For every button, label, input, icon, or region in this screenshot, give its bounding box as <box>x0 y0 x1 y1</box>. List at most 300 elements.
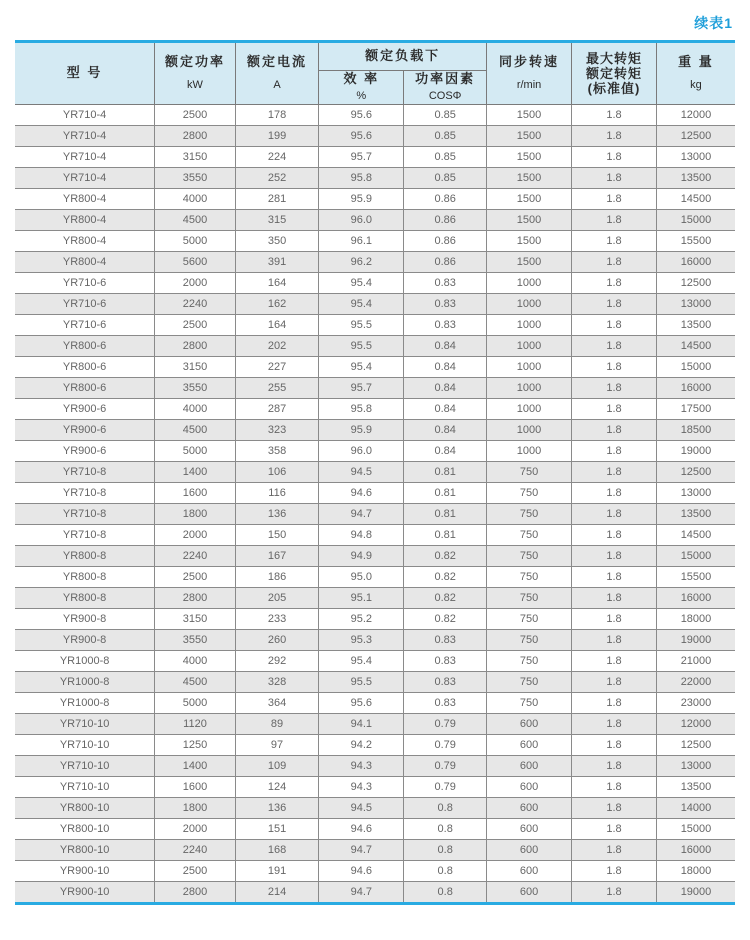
table-cell: 0.79 <box>404 776 487 797</box>
table-cell: YR900-10 <box>15 881 155 902</box>
table-cell: 12500 <box>656 734 735 755</box>
table-cell: 94.2 <box>319 734 404 755</box>
table-cell: 94.7 <box>319 503 404 524</box>
spec-table-frame <box>15 40 735 905</box>
table-cell: 14500 <box>656 188 735 209</box>
table-cell: 224 <box>235 146 319 167</box>
table-cell: 13500 <box>656 503 735 524</box>
table-cell: 3550 <box>155 377 236 398</box>
table-cell: 1500 <box>487 251 572 272</box>
table-cell: 1.8 <box>572 230 657 251</box>
table-cell: 178 <box>235 104 319 125</box>
table-cell: 15000 <box>656 356 735 377</box>
table-cell: 95.5 <box>319 314 404 335</box>
table-cell: 323 <box>235 419 319 440</box>
table-cell: 1.8 <box>572 293 657 314</box>
table-cell: 600 <box>487 755 572 776</box>
table-cell: 95.7 <box>319 377 404 398</box>
table-cell: 186 <box>235 566 319 587</box>
table-cell: 1800 <box>155 797 236 818</box>
table-cell: 364 <box>235 692 319 713</box>
header-rated-power <box>155 43 236 104</box>
table-cell: 13000 <box>656 755 735 776</box>
table-cell: 95.5 <box>319 671 404 692</box>
table-cell: 19000 <box>656 629 735 650</box>
table-cell: 252 <box>235 167 319 188</box>
table-cell: 1.8 <box>572 734 657 755</box>
header-model-label: 型 号 <box>66 65 103 81</box>
table-cell: 1.8 <box>572 335 657 356</box>
table-cell: 14500 <box>656 335 735 356</box>
table-cell: 0.86 <box>404 209 487 230</box>
table-cell: 2000 <box>155 818 236 839</box>
table-cell: YR800-8 <box>15 587 155 608</box>
table-cell: 16000 <box>656 377 735 398</box>
table-cell: 5600 <box>155 251 236 272</box>
table-cell: 1.8 <box>572 671 657 692</box>
table-cell: YR800-4 <box>15 209 155 230</box>
table-cell: 0.85 <box>404 146 487 167</box>
table-row <box>15 608 735 629</box>
table-cell: 12000 <box>656 713 735 734</box>
table-cell: 1600 <box>155 482 236 503</box>
table-cell: 1000 <box>487 356 572 377</box>
table-row <box>15 650 735 671</box>
table-cell: 1500 <box>487 146 572 167</box>
table-row <box>15 419 735 440</box>
header-torque-ratio-line1: 最大转矩 <box>585 50 642 66</box>
table-cell: 315 <box>235 209 319 230</box>
table-cell: 18500 <box>656 419 735 440</box>
table-cell: 391 <box>235 251 319 272</box>
table-cell: 0.79 <box>404 713 487 734</box>
table-cell: 0.86 <box>404 230 487 251</box>
table-cell: 95.2 <box>319 608 404 629</box>
table-cell: 162 <box>235 293 319 314</box>
table-cell: 0.81 <box>404 482 487 503</box>
table-cell: 94.7 <box>319 881 404 902</box>
table-cell: 1.8 <box>572 860 657 881</box>
table-cell: 1.8 <box>572 461 657 482</box>
table-cell: 4000 <box>155 650 236 671</box>
header-efficiency <box>319 70 404 104</box>
table-cell: 0.79 <box>404 734 487 755</box>
table-cell: 3150 <box>155 356 236 377</box>
table-cell: 2800 <box>155 335 236 356</box>
table-cell: 95.1 <box>319 587 404 608</box>
table-cell: 1.8 <box>572 251 657 272</box>
header-rated-current-label: 额定电流 <box>247 54 308 70</box>
table-cell: 600 <box>487 881 572 902</box>
table-cell: YR710-4 <box>15 125 155 146</box>
table-cell: 13000 <box>656 482 735 503</box>
table-cell: 4000 <box>155 398 236 419</box>
table-cell: 0.84 <box>404 377 487 398</box>
table-cell: 95.4 <box>319 356 404 377</box>
table-cell: 94.6 <box>319 860 404 881</box>
table-cell: 94.3 <box>319 755 404 776</box>
table-cell: 0.81 <box>404 524 487 545</box>
table-cell: 2500 <box>155 566 236 587</box>
table-cell: 19000 <box>656 440 735 461</box>
header-efficiency-unit: % <box>356 90 367 102</box>
header-power-factor <box>404 70 487 104</box>
table-cell: YR1000-8 <box>15 671 155 692</box>
table-cell: 17500 <box>656 398 735 419</box>
table-cell: 4000 <box>155 188 236 209</box>
table-cell: 124 <box>235 776 319 797</box>
table-row <box>15 209 735 230</box>
table-cell: 2000 <box>155 272 236 293</box>
table-cell: 1.8 <box>572 377 657 398</box>
table-cell: 164 <box>235 272 319 293</box>
table-cell: 287 <box>235 398 319 419</box>
table-cell: YR710-6 <box>15 314 155 335</box>
table-row <box>15 293 735 314</box>
table-cell: 2240 <box>155 545 236 566</box>
table-row <box>15 881 735 902</box>
header-weight-label: 重 量 <box>678 54 714 70</box>
table-cell: 0.83 <box>404 650 487 671</box>
table-cell: 750 <box>487 524 572 545</box>
table-cell: 1000 <box>487 398 572 419</box>
table-cell: 600 <box>487 776 572 797</box>
table-cell: 15500 <box>656 566 735 587</box>
table-cell: 1.8 <box>572 713 657 734</box>
table-cell: YR800-4 <box>15 188 155 209</box>
table-cell: 292 <box>235 650 319 671</box>
table-cell: 0.85 <box>404 125 487 146</box>
table-cell: 0.82 <box>404 587 487 608</box>
table-cell: 1.8 <box>572 314 657 335</box>
table-row <box>15 734 735 755</box>
header-torque-ratio-line2: 额定转矩 <box>585 65 642 81</box>
table-cell: 2800 <box>155 881 236 902</box>
table-cell: 0.8 <box>404 797 487 818</box>
table-header <box>15 43 735 104</box>
table-cell: 1500 <box>487 125 572 146</box>
table-cell: 18000 <box>656 860 735 881</box>
table-cell: 750 <box>487 545 572 566</box>
table-cell: 1.8 <box>572 776 657 797</box>
table-cell: 1.8 <box>572 398 657 419</box>
table-cell: 15500 <box>656 230 735 251</box>
table-cell: 94.5 <box>319 461 404 482</box>
table-cell: 95.4 <box>319 650 404 671</box>
table-cell: 0.82 <box>404 545 487 566</box>
table-cell: 94.1 <box>319 713 404 734</box>
table-cell: 95.6 <box>319 692 404 713</box>
table-row <box>15 356 735 377</box>
table-cell: YR800-8 <box>15 566 155 587</box>
table-cell: YR800-6 <box>15 356 155 377</box>
table-row <box>15 461 735 482</box>
table-cell: 1.8 <box>572 755 657 776</box>
table-cell: 0.84 <box>404 398 487 419</box>
table-cell: 94.5 <box>319 797 404 818</box>
table-row <box>15 713 735 734</box>
table-cell: 95.6 <box>319 125 404 146</box>
table-cell: 1.8 <box>572 167 657 188</box>
table-cell: YR710-10 <box>15 713 155 734</box>
table-row <box>15 755 735 776</box>
table-cell: 600 <box>487 839 572 860</box>
table-cell: 2500 <box>155 314 236 335</box>
table-cell: 0.84 <box>404 419 487 440</box>
table-cell: 16000 <box>656 839 735 860</box>
table-cell: 2800 <box>155 125 236 146</box>
table-cell: 1.8 <box>572 566 657 587</box>
table-cell: 19000 <box>656 881 735 902</box>
table-cell: 94.3 <box>319 776 404 797</box>
table-cell: 1.8 <box>572 818 657 839</box>
table-cell: 0.86 <box>404 188 487 209</box>
table-cell: 5000 <box>155 692 236 713</box>
table-cell: 0.81 <box>404 503 487 524</box>
table-cell: 1.8 <box>572 797 657 818</box>
table-cell: 233 <box>235 608 319 629</box>
table-cell: 1.8 <box>572 881 657 902</box>
table-cell: 1.8 <box>572 839 657 860</box>
table-cell: 95.8 <box>319 398 404 419</box>
table-cell: 94.6 <box>319 818 404 839</box>
table-cell: 1500 <box>487 188 572 209</box>
table-cell: YR900-8 <box>15 608 155 629</box>
table-cell: 0.8 <box>404 818 487 839</box>
table-cell: 214 <box>235 881 319 902</box>
header-rated-load-group <box>319 43 487 70</box>
table-row <box>15 440 735 461</box>
header-torque-ratio-line3: (标准值) <box>587 80 641 96</box>
table-cell: 255 <box>235 377 319 398</box>
table-cell: 600 <box>487 860 572 881</box>
table-cell: 95.4 <box>319 272 404 293</box>
table-row <box>15 797 735 818</box>
table-cell: 1.8 <box>572 545 657 566</box>
table-cell: 1.8 <box>572 440 657 461</box>
table-cell: 1.8 <box>572 272 657 293</box>
table-cell: 15000 <box>656 545 735 566</box>
table-cell: 95.3 <box>319 629 404 650</box>
table-cell: 0.83 <box>404 692 487 713</box>
table-cell: 136 <box>235 503 319 524</box>
table-row <box>15 839 735 860</box>
table-cell: 0.83 <box>404 293 487 314</box>
header-weight-unit: kg <box>690 79 702 92</box>
table-row <box>15 398 735 419</box>
header-rated-load-group-label: 额定负载下 <box>365 48 441 64</box>
table-cell: 95.6 <box>319 104 404 125</box>
table-cell: 1.8 <box>572 104 657 125</box>
table-cell: 5000 <box>155 440 236 461</box>
table-cell: YR800-10 <box>15 839 155 860</box>
table-cell: 1000 <box>487 419 572 440</box>
table-cell: 109 <box>235 755 319 776</box>
table-cell: 22000 <box>656 671 735 692</box>
table-cell: YR710-6 <box>15 272 155 293</box>
table-cell: 1000 <box>487 377 572 398</box>
table-cell: 0.8 <box>404 860 487 881</box>
table-row <box>15 629 735 650</box>
table-cell: 13500 <box>656 167 735 188</box>
table-cell: YR900-10 <box>15 860 155 881</box>
table-cell: 95.5 <box>319 335 404 356</box>
table-cell: 0.83 <box>404 671 487 692</box>
table-cell: 1000 <box>487 314 572 335</box>
header-weight <box>656 43 735 104</box>
table-cell: 3550 <box>155 629 236 650</box>
table-row <box>15 503 735 524</box>
table-cell: 1120 <box>155 713 236 734</box>
table-cell: 2800 <box>155 587 236 608</box>
table-cell: 96.0 <box>319 440 404 461</box>
table-row <box>15 524 735 545</box>
table-cell: YR710-10 <box>15 776 155 797</box>
table-cell: YR710-8 <box>15 482 155 503</box>
table-cell: 136 <box>235 797 319 818</box>
continuation-label: 续表1 <box>694 15 733 31</box>
table-row <box>15 818 735 839</box>
motor-spec-table <box>15 43 735 902</box>
table-cell: 1000 <box>487 293 572 314</box>
table-cell: 750 <box>487 629 572 650</box>
table-cell: 0.85 <box>404 104 487 125</box>
table-row <box>15 566 735 587</box>
header-rated-power-label: 额定功率 <box>164 54 225 70</box>
table-cell: 14500 <box>656 524 735 545</box>
table-cell: 96.1 <box>319 230 404 251</box>
table-cell: 1.8 <box>572 209 657 230</box>
table-cell: YR900-6 <box>15 440 155 461</box>
table-cell: 168 <box>235 839 319 860</box>
table-cell: 1000 <box>487 440 572 461</box>
table-cell: 15000 <box>656 818 735 839</box>
table-cell: 600 <box>487 818 572 839</box>
table-cell: 1.8 <box>572 629 657 650</box>
table-cell: 95.7 <box>319 146 404 167</box>
table-row <box>15 272 735 293</box>
table-cell: 750 <box>487 461 572 482</box>
table-cell: 1500 <box>487 104 572 125</box>
table-cell: YR710-10 <box>15 755 155 776</box>
table-cell: 116 <box>235 482 319 503</box>
table-cell: 96.2 <box>319 251 404 272</box>
table-cell: 1.8 <box>572 146 657 167</box>
table-cell: 1400 <box>155 755 236 776</box>
table-cell: 0.86 <box>404 251 487 272</box>
table-cell: YR710-8 <box>15 503 155 524</box>
table-cell: 13500 <box>656 776 735 797</box>
table-cell: 3150 <box>155 608 236 629</box>
table-cell: 1.8 <box>572 524 657 545</box>
table-cell: YR710-8 <box>15 461 155 482</box>
header-power-factor-label: 功率因素 <box>415 71 476 86</box>
header-torque-ratio <box>572 43 657 104</box>
table-cell: YR900-6 <box>15 419 155 440</box>
table-cell: 750 <box>487 503 572 524</box>
table-cell: YR710-10 <box>15 734 155 755</box>
table-cell: 97 <box>235 734 319 755</box>
table-cell: YR710-8 <box>15 524 155 545</box>
table-cell: 750 <box>487 482 572 503</box>
table-cell: 106 <box>235 461 319 482</box>
table-cell: YR800-8 <box>15 545 155 566</box>
table-cell: 13500 <box>656 314 735 335</box>
table-cell: 750 <box>487 692 572 713</box>
header-power-factor-unit: COSΦ <box>428 90 462 102</box>
table-cell: 1400 <box>155 461 236 482</box>
table-cell: 5000 <box>155 230 236 251</box>
table-cell: 1800 <box>155 503 236 524</box>
table-row <box>15 482 735 503</box>
table-row <box>15 146 735 167</box>
table-cell: 0.8 <box>404 839 487 860</box>
table-cell: 3150 <box>155 146 236 167</box>
table-cell: 2240 <box>155 293 236 314</box>
table-cell: 600 <box>487 797 572 818</box>
table-cell: 0.84 <box>404 335 487 356</box>
table-cell: 1.8 <box>572 188 657 209</box>
table-cell: 0.81 <box>404 461 487 482</box>
table-cell: 0.8 <box>404 881 487 902</box>
table-cell: 94.6 <box>319 482 404 503</box>
table-cell: 16000 <box>656 587 735 608</box>
table-cell: 1500 <box>487 167 572 188</box>
table-cell: 750 <box>487 587 572 608</box>
table-cell: 2500 <box>155 860 236 881</box>
table-cell: 1250 <box>155 734 236 755</box>
table-cell: YR710-6 <box>15 293 155 314</box>
table-cell: 95.9 <box>319 188 404 209</box>
table-row <box>15 545 735 566</box>
table-cell: 750 <box>487 566 572 587</box>
table-cell: 15000 <box>656 209 735 230</box>
table-cell: 1.8 <box>572 125 657 146</box>
table-cell: 12500 <box>656 461 735 482</box>
table-cell: YR800-4 <box>15 251 155 272</box>
table-cell: 13000 <box>656 293 735 314</box>
table-row <box>15 377 735 398</box>
table-cell: 350 <box>235 230 319 251</box>
table-cell: 94.9 <box>319 545 404 566</box>
table-cell: YR1000-8 <box>15 650 155 671</box>
table-cell: 167 <box>235 545 319 566</box>
table-cell: 0.82 <box>404 608 487 629</box>
table-row <box>15 125 735 146</box>
table-cell: YR710-4 <box>15 104 155 125</box>
table-cell: 260 <box>235 629 319 650</box>
table-cell: 358 <box>235 440 319 461</box>
header-rated-current-unit: A <box>273 79 281 92</box>
table-cell: YR800-10 <box>15 797 155 818</box>
table-cell: 4500 <box>155 671 236 692</box>
table-cell: 94.7 <box>319 839 404 860</box>
table-cell: 1500 <box>487 209 572 230</box>
table-cell: 1.8 <box>572 356 657 377</box>
table-cell: 0.82 <box>404 566 487 587</box>
table-cell: 12000 <box>656 104 735 125</box>
table-cell: YR1000-8 <box>15 692 155 713</box>
table-cell: 0.84 <box>404 356 487 377</box>
table-cell: 0.85 <box>404 167 487 188</box>
table-cell: 328 <box>235 671 319 692</box>
table-cell: 2500 <box>155 104 236 125</box>
table-cell: 94.8 <box>319 524 404 545</box>
table-row <box>15 692 735 713</box>
table-cell: 2240 <box>155 839 236 860</box>
table-cell: 0.84 <box>404 440 487 461</box>
table-row <box>15 167 735 188</box>
